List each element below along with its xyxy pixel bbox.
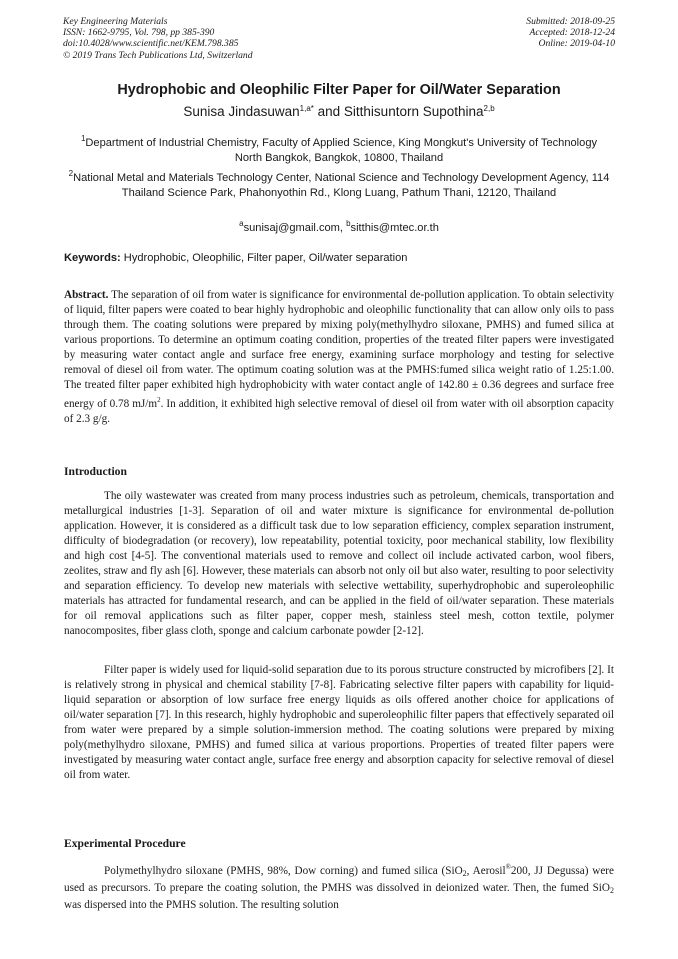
introduction-heading: Introduction xyxy=(64,465,127,478)
affiliation-2-marker: 2 xyxy=(68,169,74,178)
author-1-marker: 1,a* xyxy=(299,104,314,113)
keywords xyxy=(64,252,614,264)
abstract-text: The separation of oil from water is significance for environmental de-pollution application. To obtain selectivity of liquid, filter papers were coated to bear highly hydrophobic and oleophilic functionality that can allow only oils to pass through them. The coating solutions were prepared by mixing poly(methylhydro siloxane, PMHS) and fumed silica at various proportions. To determine an optimum coating condition, properties of the treated filter papers were investigated by measuring water contact angle and surface free energy, examining surface morphology and testing for selective removal of diesel oil from water. The optimum coating solution was at the PMHS:fumed silica weight ratio of 1.25:1.00. The treated filter paper exhibited high hydrophobicity with water contact angle of 142.80 ± 0.36 degrees and surface free energy of 0.78 mJ/m xyxy=(64,289,614,411)
introduction-paragraph-2: Filter paper is widely used for liquid-solid separation due to its porous structure constructed by microfibers [2]. It is relatively strong in physical and chemical stability [7-8]. Fabricating selective filter papers with capability for liquid-liquid separation or absorption of low surface free energy liquids as oils offered another choice for applications of oil/water separation [7]. In this research, highly hydrophobic and superoleophilic filter papers that effectively separated oil from water were prepared by a simple solution-immersion method. The coating solutions were prepared by mixing poly(methylhydro siloxane, PMHS) and fumed silica at various proportions. Properties of treated filter papers were investigated by measuring water contact angle, surface free energy and absorption capacity for selective removal of diesel oil from water. xyxy=(64,664,614,782)
abstract-text-end: . In addition, it exhibited high selective removal of diesel oil from water with oil absorption capacity of 2.3 g/g. xyxy=(64,398,614,426)
registered-mark: ® xyxy=(505,863,511,871)
experimental-heading: Experimental Procedure xyxy=(64,837,186,850)
submitted-date: Submitted: 2018-09-25 xyxy=(526,16,615,27)
email-a[interactable]: sunisaj@gmail.com, xyxy=(243,222,347,234)
introduction-paragraph-1: The oily wastewater was created from many process industries such as petroleum, chemicals, transportation and metallurgical industries [1-3]. Separation of oil and water mixture is significance for environmental de-pollution application. However, it is considered as a difficult task due to low separation efficiency, complex separation instrument, difficulty of biodegradation (or recovery), low repeatability, potential toxicity, poor mechanical stability, low flexibility and high cost [4-5]. The conventional materials used to remove and collect oil include activated carbon, wool fibers, zeolites, straw and fly ash [6]. However, these materials can absorb not only oil but also water, resulting to poor selectivity and separation efficiency. To develop new materials with selective wettability, superhydrophobic and superoleophilic materials has attracted for fundamental research, and can be applied in the field of oil/water separation. These materials for oil removal applications such as filter paper, copper mesh, stainless steel mesh, cotton textile, polymer nanocomposites, fiber glass cloth, sponge and calcium carbonate powder [2-12]. xyxy=(64,490,614,638)
experimental-text-3: 200, JJ Degussa) were used as precursors. To prepare the coating solution, the PMHS was dissolved in deionized water. Then, the fumed SiO xyxy=(64,865,614,895)
author-conjunction: and xyxy=(313,104,344,119)
doi: doi:10.4028/www.scientific.net/KEM.798.385 xyxy=(63,38,239,50)
affiliation-2-text: National Metal and Materials Technology Center, National Science and Technology Development Agency, 114 Thailand Science Park, Phahonyothin Rd., Klong Luang, Pathum Thani, 12120, Thailand xyxy=(73,172,610,199)
email-b[interactable]: sitthis@mtec.or.th xyxy=(350,222,439,234)
affiliation-2 xyxy=(66,166,612,201)
abstract-label: Abstract. xyxy=(64,289,109,301)
abstract xyxy=(64,288,614,427)
online-date: Online: 2019-04-10 xyxy=(538,38,615,50)
keywords-label: Keywords: xyxy=(64,252,121,264)
author-2: Sitthisuntorn Supothina xyxy=(343,104,484,119)
email-b-marker: b xyxy=(346,219,351,228)
author-1: Sunisa Jindasuwan xyxy=(183,104,300,119)
journal-name: Key Engineering Materials xyxy=(63,16,168,27)
paper-title: Hydrophobic and Oleophilic Filter Paper for Oil/Water Separation xyxy=(117,82,561,98)
affiliation-1 xyxy=(66,131,612,166)
author-2-marker: 2,b xyxy=(483,104,495,113)
experimental-text-1: Polymethylhydro siloxane (PMHS, 98%, Dow corning) and fumed silica (SiO xyxy=(104,865,463,877)
accepted-date: Accepted: 2018-12-24 xyxy=(529,27,615,39)
sio2-subscript-1: 2 xyxy=(462,869,467,878)
affiliation-1-marker: 1 xyxy=(80,134,86,143)
author-line xyxy=(0,104,678,119)
copyright: © 2019 Trans Tech Publications Ltd, Switzerland xyxy=(63,49,253,61)
journal-info xyxy=(63,16,253,61)
abstract-superscript: 2 xyxy=(157,396,161,405)
email-a-marker: a xyxy=(239,219,244,228)
experimental-text-4: was dispersed into the PMHS solution. The resulting solution xyxy=(64,899,339,912)
affiliation-1-text: Department of Industrial Chemistry, Faculty of Applied Science, King Mongkut's University of Technology North Bangkok, Bangkok, 10800, Thailand xyxy=(85,137,598,164)
experimental-text-2: , Aerosil xyxy=(466,865,506,877)
keywords-text: Hydrophobic, Oleophilic, Filter paper, Oil/water separation xyxy=(120,252,408,264)
dates-info xyxy=(526,16,615,50)
author-emails xyxy=(66,216,612,236)
sio2-subscript-2: 2 xyxy=(610,886,614,896)
issn: ISSN: 1662-9795, Vol. 798, pp 385-390 xyxy=(63,27,215,39)
experimental-paragraph-1 xyxy=(64,860,614,913)
